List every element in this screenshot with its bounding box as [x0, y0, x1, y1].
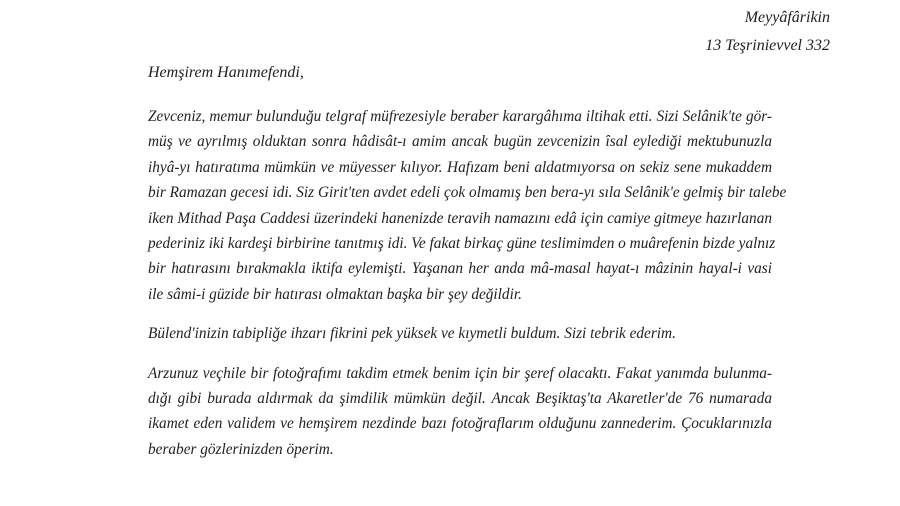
- text-line: bir hatırasını bırakmakla iktifa eylemişti. Yaşanan her anda mâ-masal hayat-ı mâzinin hayal-i vasi: [148, 260, 772, 278]
- letter-place: Meyyâfârikin: [744, 9, 830, 26]
- text-line: Zevceniz, memur bulunduğu telgraf müfrezesiyle beraber karargâhıma iltihak etti. Sizi Selânik'te gör-: [148, 108, 772, 125]
- text-line: Arzunuz veçhile bir fotoğrafımı takdim etmek benim için bir şeref olacaktı. Fakat yanımda bulunma-: [148, 364, 772, 382]
- letter-date: 13 Teşrinievvel 332: [705, 37, 830, 54]
- letter-greeting: Hemşirem Hanımefendi,: [148, 64, 304, 81]
- text-line: pederiniz iki kardeşi birbirine tanıtmış idi. Ve fakat birkaç güne teslimimden o muârefenin bizde yalnız: [148, 235, 776, 253]
- text-line: iken Mithad Paşa Caddesi üzerindeki hanenizde teravih namazını edâ için camiye gitmeye hazırlanan: [148, 209, 772, 227]
- text-line: dığı gibi burada aldırmak da şimdilik mümkün değil. Ancak Beşiktaş'ta Akaretler'de 76 numarada: [148, 390, 772, 408]
- letter-header: [705, 4, 830, 60]
- paragraph-2: [148, 321, 772, 346]
- letter-body: [148, 104, 787, 476]
- text-line: beraber gözlerinizden öperim.: [148, 440, 334, 458]
- text-line: Bülend'inizin tabipliğe ihzarı fikrini pek yüksek ve kıymetli buldum. Sizi tebrik ederim.: [148, 325, 676, 343]
- paragraph-1: [148, 104, 787, 307]
- text-line: ikamet eden validem ve hemşirem nezdinde bazı fotoğraflarım olduğunu zannederim. Çocuklarınızla: [148, 415, 772, 433]
- text-line: bir Ramazan gecesi idi. Siz Girit'ten avdet edeli çok olmamış ben bera-yı sıla Selânik'e gelmiş bir talebe: [148, 184, 787, 202]
- text-line: ile sâmi-i güzide bir hatırası olmaktan başka bir şey değildir.: [148, 285, 522, 303]
- text-line: ihyâ-yı hatıratıma mümkün ve müyesser kılıyor. Hafızam beni aldatmıyorsa on sekiz sene mukaddem: [148, 158, 772, 176]
- paragraph-3: [148, 361, 772, 463]
- text-line: müş ve ayrılmış olduktan sonra hâdisât-ı amim ancak bugün zevcenizin îsal eylediği mektubunuzla: [148, 133, 772, 151]
